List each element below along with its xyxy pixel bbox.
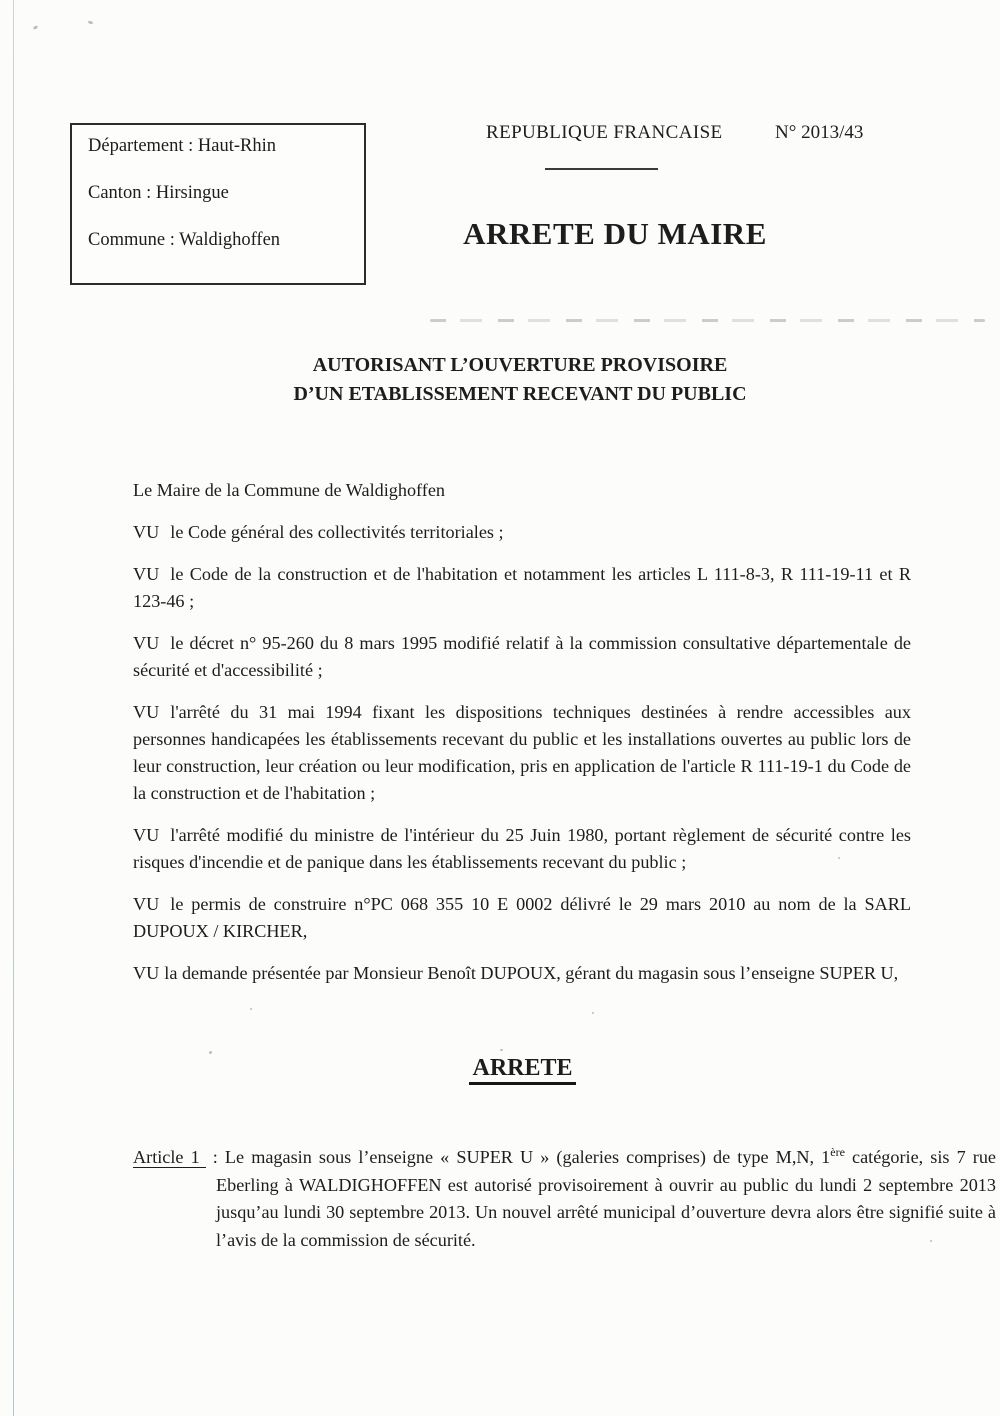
intro-line: Le Maire de la Commune de Waldighoffen [133,480,446,500]
decree-number: N° 2013/43 [775,122,864,143]
scan-speck [500,1049,503,1051]
commune-line: Commune : Waldighoffen [88,230,281,250]
vu-paragraph [133,699,911,807]
vu-body: le décret n° 95-260 du 8 mars 1995 modifié relatif à la commission consultative départementale de sécurité et d'accessibilité ; [133,633,911,680]
vu-prefix: VU [133,825,160,845]
republic-heading: REPUBLIQUE FRANCAISE [486,122,723,143]
scan-speck [33,25,39,30]
vu-body: le permis de construire n°PC 068 355 10 E 0002 délivré le 29 mars 2010 au nom de la SARL DUPOUX / KIRCHER, [133,894,911,941]
scan-speck [250,1008,252,1010]
preamble [133,477,911,1002]
scan-speck [209,1051,212,1054]
vu-prefix: VU [133,894,160,914]
decree-title: ARRETE DU MAIRE [463,216,767,251]
vu-prefix: VU [133,963,160,983]
arrete-heading [45,1055,1000,1082]
subject-line-2: D’UN ETABLISSEMENT RECEVANT DU PUBLIC [293,382,747,405]
scan-speck [88,20,94,25]
department-line: Département : Haut-Rhin [88,136,277,156]
header-divider [545,168,658,170]
article-1-label: Article 1 [133,1147,206,1168]
vu-prefix: VU [133,522,160,542]
vu-paragraph [133,519,911,546]
vu-body: l'arrêté modifié du ministre de l'intérieur du 25 Juin 1980, portant règlement de sécurité contre les risques d'incendie et de panique dans les établissements recevant du public ; [133,825,911,872]
commune-info-box [70,123,366,285]
article-1-ordinal-superscript: ère [830,1145,845,1160]
article-1-paragraph [133,1144,996,1254]
article-1-body-start: Le magasin sous l’enseigne « SUPER U » (galeries comprises) de type M,N, 1 [224,1147,831,1168]
vu-paragraph [133,561,911,615]
subject-title [150,351,890,408]
vu-prefix: VU [133,564,160,584]
vu-prefix: VU [133,633,160,653]
arrete-heading-text: ARRETE [469,1055,575,1085]
vu-body: la demande présentée par Monsieur Benoît DUPOUX, gérant du magasin sous l’enseigne SUPER U, [164,963,899,983]
scan-edge-line [13,0,14,1416]
vu-paragraph [133,960,911,987]
subject-line-1: AUTORISANT L’OUVERTURE PROVISOIRE [312,354,728,376]
scan-smudge [430,319,985,322]
vu-prefix: VU [133,702,160,722]
vu-body: le Code général des collectivités territoriales ; [170,522,504,542]
vu-paragraph [133,891,911,945]
vu-paragraph [133,822,911,876]
vu-body: l'arrêté du 31 mai 1994 fixant les dispositions techniques destinées à rendre accessibles aux personnes handicapées les établissements recevant du public et les installations ouvertes au public lors de leur construction, leur création ou leur modification, pris en application de l'article R 111-19-1 du Code de la construction et de l'habitation ; [133,702,911,803]
scan-speck [592,1012,594,1014]
canton-line: Canton : Hirsingue [88,183,229,203]
vu-body: le Code de la construction et de l'habitation et notamment les articles L 111-8-3, R 111-19-11 et R 123-46 ; [133,564,911,611]
article-1-separator: : [205,1147,225,1168]
vu-paragraph [133,630,911,684]
article-1-body-end: catégorie, sis 7 rue Eberling à WALDIGHOFFEN est autorisé provisoirement à ouvrir au public du lundi 2 septembre 2013 jusqu’au lundi 30 septembre 2013. Un nouvel arrêté municipal d’ouverture devra alors être signifié suite à l’avis de la commission de sécurité. [216,1147,996,1250]
